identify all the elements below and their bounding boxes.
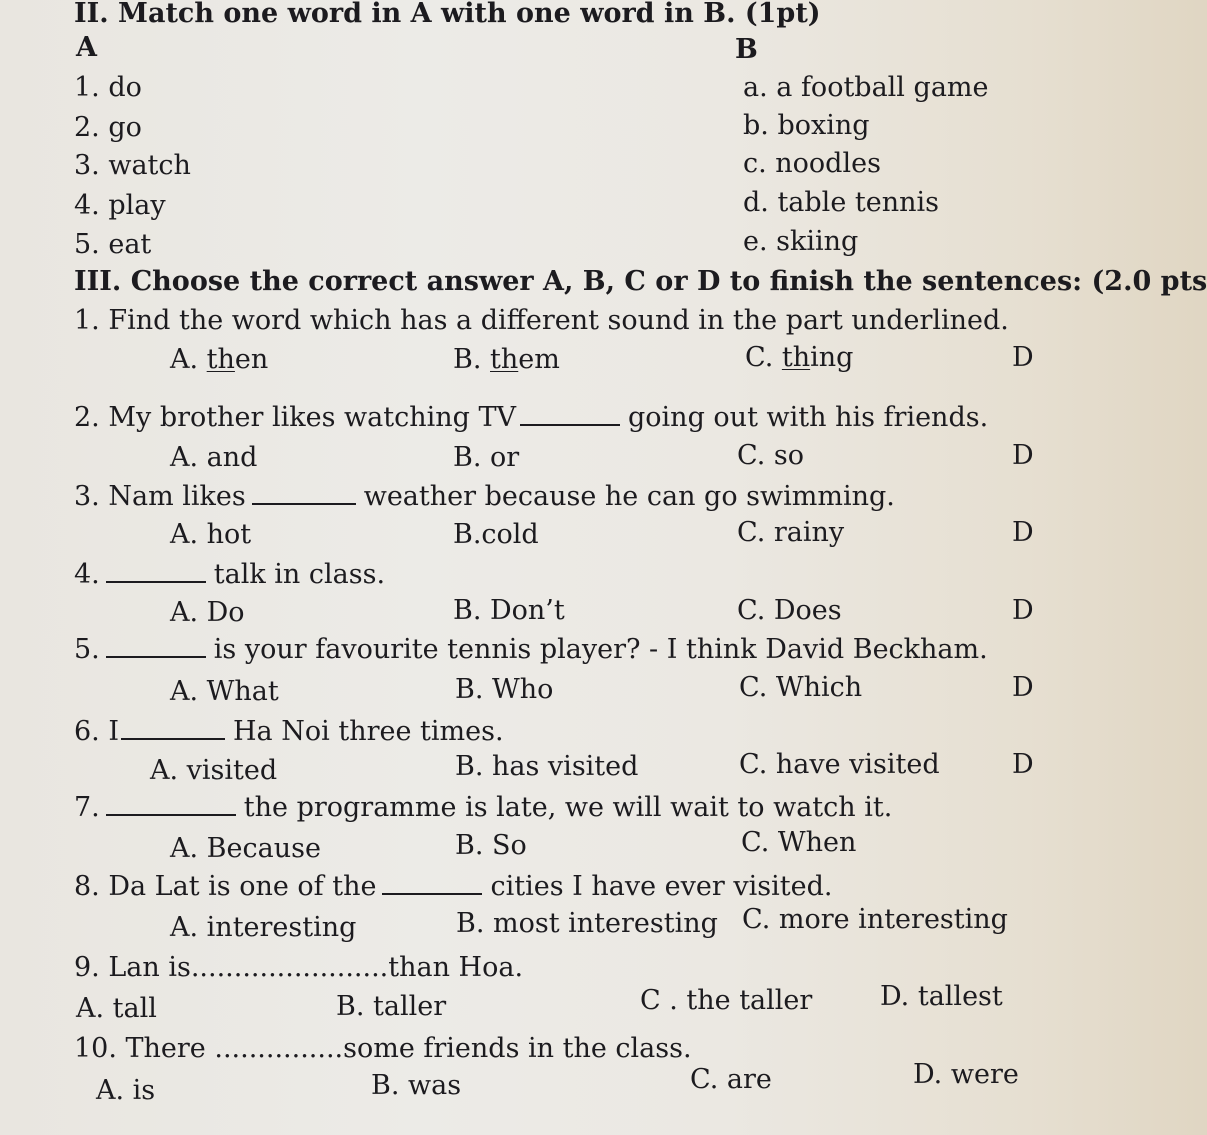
match-a-4: 4. play [74, 190, 166, 221]
match-a-5: 5. eat [74, 229, 152, 260]
section2-title: II. Match one word in A with one word in B. (1pt) [74, 0, 821, 29]
q8-stem: 8. Da Lat is one of the cities I have ever visited. [74, 871, 833, 902]
column-b-header: B [735, 34, 758, 65]
match-b-d: d. table tennis [743, 187, 939, 218]
q9-option-a: A. tall [76, 993, 157, 1024]
q2-option-d: D [1012, 440, 1034, 471]
q3-option-d: D [1012, 517, 1034, 548]
q6-option-c: C. have visited [739, 749, 940, 780]
q10-option-a: A. is [96, 1075, 156, 1106]
q10-option-c: C. are [690, 1064, 772, 1095]
q7-option-b: B. So [455, 830, 527, 861]
q3-option-b: B.cold [453, 519, 539, 550]
q4-stem: 4. talk in class. [74, 559, 386, 590]
q2-option-b: B. or [453, 442, 520, 473]
q5-option-d: D [1012, 672, 1034, 703]
q6-option-a: A. visited [150, 755, 278, 786]
q5-blank [106, 634, 206, 658]
match-a-2: 2. go [74, 112, 142, 143]
q6-option-b: B. has visited [455, 751, 639, 782]
section3-title: III. Choose the correct answer A, B, C or D to finish the sentences: (2.0 pts [74, 266, 1207, 297]
q9-option-d: D. tallest [880, 981, 1003, 1012]
q9-option-c: C . the taller [640, 985, 813, 1016]
column-a-header: A [76, 32, 97, 63]
q7-option-a: A. Because [170, 833, 321, 864]
q4-option-d: D [1012, 595, 1034, 626]
q5-option-a: A. What [170, 676, 279, 707]
q9-option-b: B. taller [336, 991, 447, 1022]
q3-option-c: C. rainy [737, 517, 845, 548]
q2-stem: 2. My brother likes watching TV going out with his friends. [74, 402, 989, 433]
q5-stem: 5. is your favourite tennis player? - I think David Beckham. [74, 634, 988, 665]
q4-blank [106, 559, 206, 583]
q3-blank [252, 481, 356, 505]
q8-option-b: B. most interesting [456, 908, 718, 939]
q6-blank [121, 716, 225, 740]
q1-option-c: C. thing [745, 342, 854, 373]
q10-option-d: D. were [913, 1059, 1019, 1090]
q9-stem: 9. Lan is.......................than Hoa. [74, 952, 524, 983]
q1-stem: 1. Find the word which has a different sound in the part underlined. [74, 305, 1009, 336]
q8-blank [382, 871, 482, 895]
match-b-e: e. skiing [743, 226, 859, 257]
q3-option-a: A. hot [170, 519, 252, 550]
q6-stem: 6. I Ha Noi three times. [74, 716, 504, 747]
q1-option-d: D [1012, 342, 1034, 373]
match-a-3: 3. watch [74, 150, 191, 181]
q4-option-a: A. Do [170, 597, 245, 628]
q10-stem: 10. There ...............some friends in the class. [74, 1033, 692, 1064]
q7-option-c: C. When [741, 827, 857, 858]
q5-option-c: C. Which [739, 672, 863, 703]
q8-option-c: C. more interesting [742, 904, 1008, 935]
q7-stem: 7. the programme is late, we will wait to watch it. [74, 792, 893, 823]
q8-option-a: A. interesting [170, 912, 357, 943]
match-a-1: 1. do [74, 72, 142, 103]
q7-blank [106, 792, 236, 816]
q3-stem: 3. Nam likes weather because he can go swimming. [74, 481, 895, 512]
q10-option-b: B. was [371, 1070, 462, 1101]
q2-blank [520, 402, 620, 426]
match-b-b: b. boxing [743, 110, 870, 141]
q4-option-c: C. Does [737, 595, 842, 626]
q5-option-b: B. Who [455, 674, 554, 705]
q1-option-a: A. then [170, 344, 269, 375]
match-b-a: a. a football game [743, 72, 989, 103]
q2-option-a: A. and [170, 442, 258, 473]
q4-option-b: B. Don’t [453, 595, 565, 626]
match-b-c: c. noodles [743, 148, 881, 179]
q2-option-c: C. so [737, 440, 804, 471]
q1-option-b: B. them [453, 344, 560, 375]
q6-option-d: D [1012, 749, 1034, 780]
